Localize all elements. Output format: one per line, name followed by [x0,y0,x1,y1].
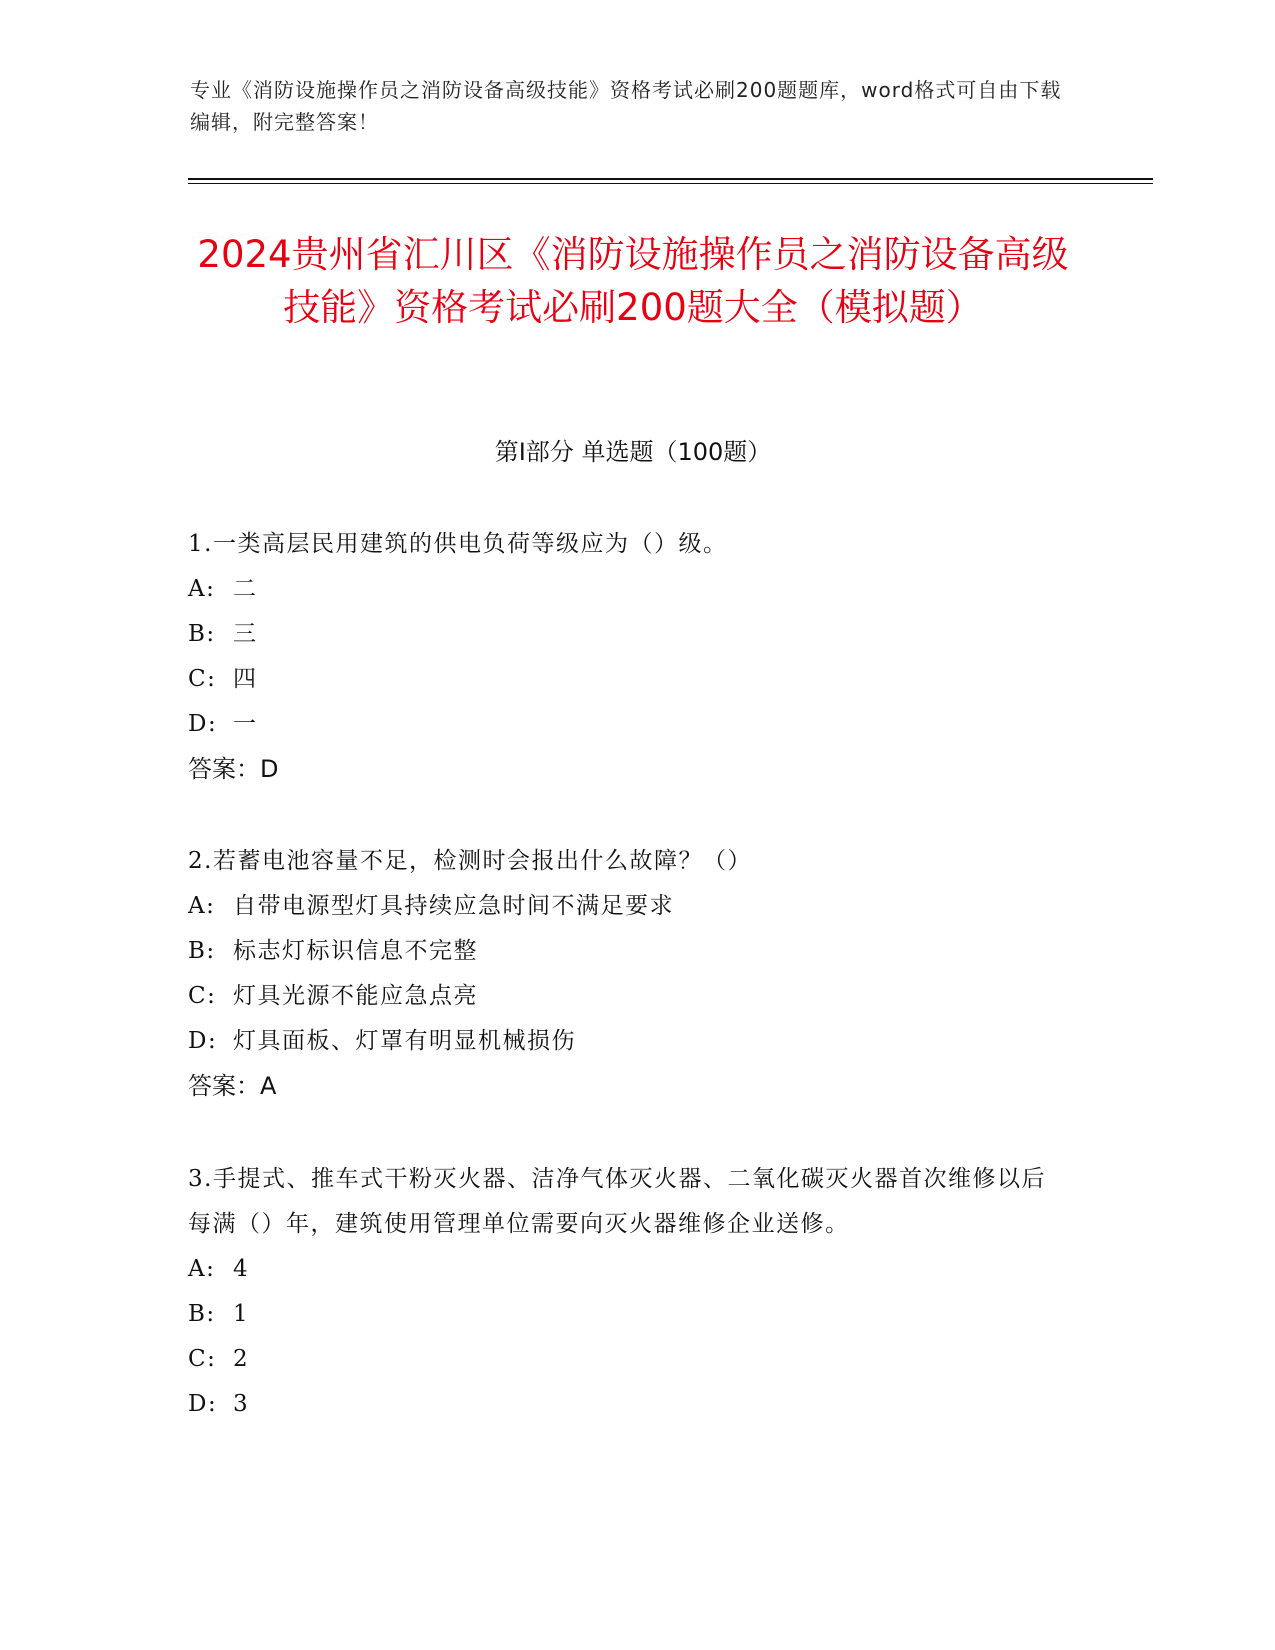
option-a [188,1247,1068,1292]
option-text: 自带电源型灯具持续应急时间不满足要求 [233,893,674,919]
option-text: 1 [233,1301,250,1327]
answer-line: 答案：D [188,755,279,783]
option-text: 灯具光源不能应急点亮 [233,983,478,1009]
question-stem: 3.手提式、推车式干粉灭火器、洁净气体灭火器、二氧化碳灭火器首次维修以后每满（）年，建筑使用管理单位需要向灭火器维修企业送修。 [188,1166,1046,1237]
option-text: 标志灯标识信息不完整 [233,938,478,964]
option-c [188,974,1068,1019]
option-text: 三 [233,621,258,647]
option-text: 3 [233,1391,250,1417]
option-key: D: [188,1028,218,1054]
option-b [188,929,1068,974]
header-divider-thin [188,183,1153,184]
option-c [188,657,1068,702]
option-key: A: [188,1256,216,1282]
header-note: 专业《消防设施操作员之消防设备高级技能》资格考试必刷200题题库，word格式可自由下载编辑，附完整答案！ [190,78,1062,134]
option-key: C: [188,983,217,1009]
question-1 [188,522,1068,792]
question-stem: 1.一类高层民用建筑的供电负荷等级应为（）级。 [188,531,728,557]
option-a [188,567,1068,612]
option-key: D: [188,1391,218,1417]
option-d [188,702,1068,747]
option-text: 一 [233,711,258,737]
option-key: C: [188,666,217,692]
option-text: 四 [233,666,258,692]
section-title: 第I部分 单选题（100题） [494,438,772,466]
option-key: B: [188,938,216,964]
option-text: 二 [233,576,258,602]
answer-line: 答案：A [188,1072,277,1100]
option-key: B: [188,621,216,647]
header-divider-thick [188,178,1153,180]
option-key: C: [188,1346,217,1372]
option-text: 4 [233,1256,250,1282]
option-d [188,1382,1068,1427]
question-stem: 2.若蓄电池容量不足，检测时会报出什么故障？（） [188,848,752,874]
document-title: 2024贵州省汇川区《消防设施操作员之消防设备高级技能》资格考试必刷200题大全（模拟题） [197,233,1069,329]
option-key: D: [188,711,218,737]
option-a [188,884,1068,929]
option-key: A: [188,576,216,602]
option-d [188,1019,1068,1064]
option-key: B: [188,1301,216,1327]
option-b [188,1292,1068,1337]
question-3 [188,1157,1068,1427]
question-2 [188,839,1068,1109]
option-c [188,1337,1068,1382]
option-b [188,612,1068,657]
option-text: 灯具面板、灯罩有明显机械损伤 [233,1028,576,1054]
option-key: A: [188,893,216,919]
option-text: 2 [233,1346,250,1372]
